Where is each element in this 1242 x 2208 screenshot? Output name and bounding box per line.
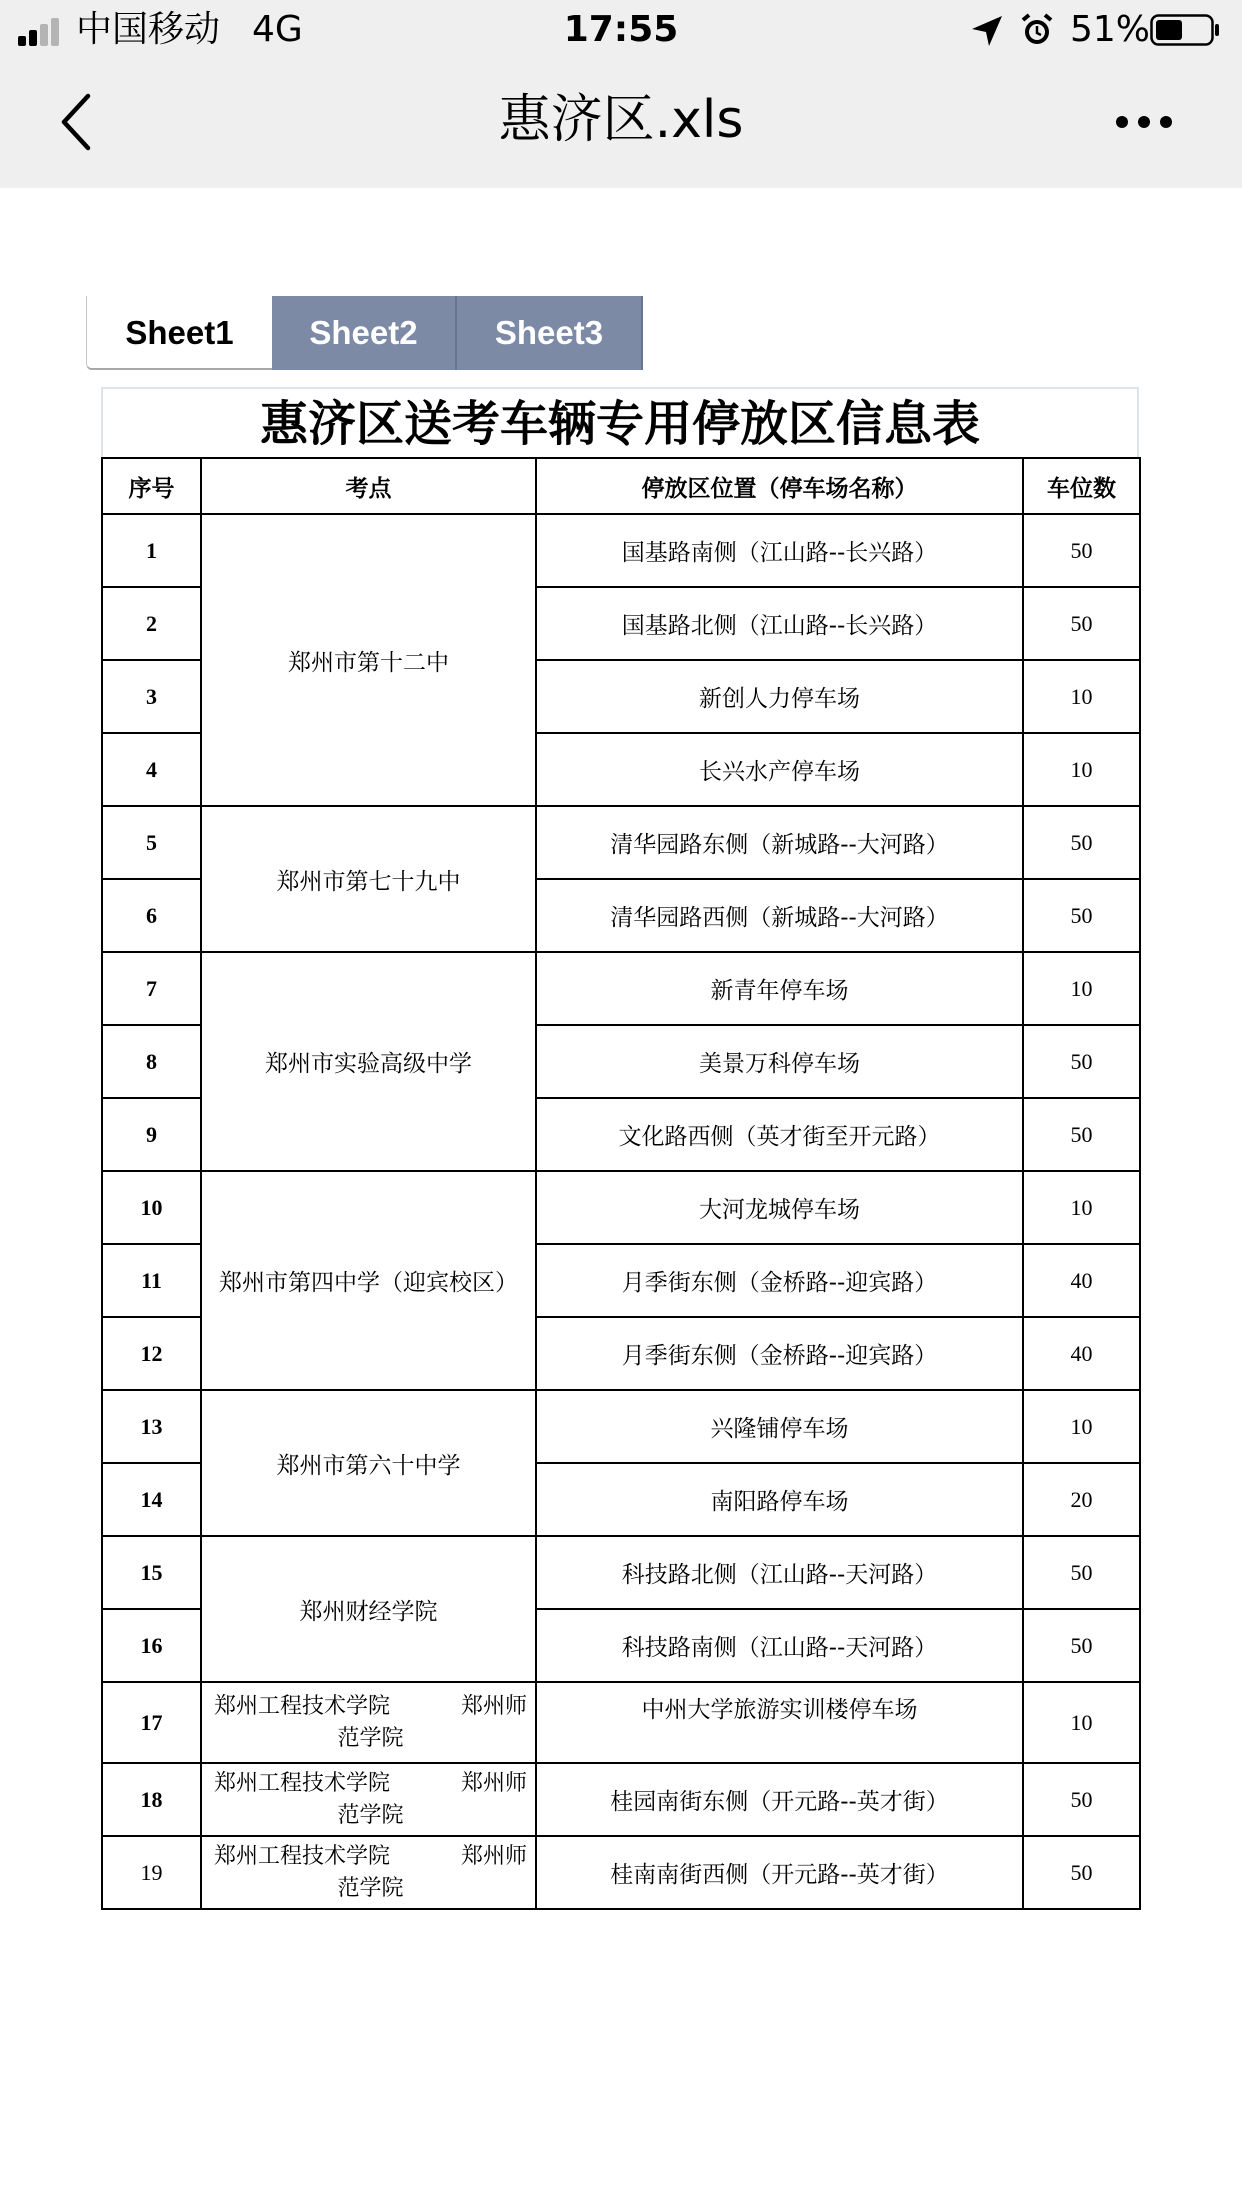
network-type: 4G [252,9,303,50]
parking-spaces: 50 [1023,1025,1140,1098]
table-body [102,514,1140,1909]
parking-location: 国基路南侧（江山路--长兴路） [536,514,1023,587]
row-number: 10 [102,1171,201,1244]
row-number: 2 [102,587,201,660]
row-number: 17 [102,1682,201,1763]
header-row [102,458,1140,514]
parking-spaces: 10 [1023,1171,1140,1244]
nav-bar [0,62,1242,188]
parking-spaces: 10 [1023,733,1140,806]
location-arrow-icon [970,14,1004,48]
tab-sheet3[interactable]: Sheet3 [457,296,643,370]
parking-location: 月季街东侧（金桥路--迎宾路） [536,1244,1023,1317]
parking-location: 文化路西侧（英才街至开元路） [536,1098,1023,1171]
table-row [102,1763,1140,1836]
parking-spaces: 10 [1023,660,1140,733]
parking-location: 美景万科停车场 [536,1025,1023,1098]
parking-spaces: 50 [1023,1609,1140,1682]
parking-location: 月季街东侧（金桥路--迎宾路） [536,1317,1023,1390]
tab-sheet1[interactable]: Sheet1 [86,296,272,370]
table-row [102,1682,1140,1763]
file-title: 惠济区.xls [498,90,744,150]
parking-spaces: 10 [1023,1682,1140,1763]
more-icon[interactable] [1114,110,1174,134]
table-row [102,1171,1140,1244]
alarm-icon [1019,12,1055,48]
row-number: 8 [102,1025,201,1098]
exam-site [201,1836,536,1909]
col-header-site: 考点 [201,458,536,514]
exam-site: 郑州市第四中学（迎宾校区） [201,1171,536,1390]
table-row [102,952,1140,1025]
exam-site-part: 郑州工程技术学院 [214,1770,391,1796]
col-header-spaces: 车位数 [1023,458,1140,514]
parking-table [101,457,1141,1910]
table-row [102,1536,1140,1609]
parking-location: 长兴水产停车场 [536,733,1023,806]
exam-site-part: 范学院 [337,1802,404,1828]
parking-location: 南阳路停车场 [536,1463,1023,1536]
row-number: 16 [102,1609,201,1682]
parking-location: 兴隆铺停车场 [536,1390,1023,1463]
row-number: 18 [102,1763,201,1836]
exam-site [201,1763,536,1836]
parking-location: 新青年停车场 [536,952,1023,1025]
top-bar [0,0,1242,188]
table-row [102,806,1140,879]
parking-spaces: 50 [1023,587,1140,660]
parking-spaces: 50 [1023,1098,1140,1171]
parking-spaces: 20 [1023,1463,1140,1536]
exam-site-part: 范学院 [337,1875,404,1901]
parking-location: 大河龙城停车场 [536,1171,1023,1244]
exam-site-part: 郑州师 [460,1693,527,1719]
parking-spaces: 50 [1023,1836,1140,1909]
exam-site-part: 郑州工程技术学院 [214,1843,391,1869]
parking-location: 国基路北侧（江山路--长兴路） [536,587,1023,660]
row-number: 1 [102,514,201,587]
parking-location: 桂南南街西侧（开元路--英才街） [536,1836,1023,1909]
parking-spaces: 40 [1023,1317,1140,1390]
parking-spaces: 40 [1023,1244,1140,1317]
col-header-location: 停放区位置（停车场名称） [536,458,1023,514]
spreadsheet [101,387,1139,1910]
col-header-no: 序号 [102,458,201,514]
parking-location: 中州大学旅游实训楼停车场 [536,1682,1023,1763]
row-number: 7 [102,952,201,1025]
carrier-name: 中国移动 [76,9,221,50]
parking-spaces: 10 [1023,952,1140,1025]
exam-site: 郑州市第十二中 [201,514,536,806]
row-number: 3 [102,660,201,733]
row-number: 15 [102,1536,201,1609]
parking-spaces: 50 [1023,1536,1140,1609]
parking-spaces: 50 [1023,879,1140,952]
parking-location: 科技路北侧（江山路--天河路） [536,1536,1023,1609]
table-row [102,1836,1140,1909]
table-row [102,1390,1140,1463]
row-number: 9 [102,1098,201,1171]
sheet-title: 惠济区送考车辆专用停放区信息表 [101,387,1139,457]
parking-spaces: 50 [1023,1763,1140,1836]
status-time: 17:55 [563,9,679,50]
parking-spaces: 10 [1023,1390,1140,1463]
exam-site: 郑州市第六十中学 [201,1390,536,1536]
exam-site-part: 郑州师 [460,1770,527,1796]
row-number: 11 [102,1244,201,1317]
row-number: 13 [102,1390,201,1463]
exam-site-part: 范学院 [337,1725,404,1751]
row-number: 5 [102,806,201,879]
parking-spaces: 50 [1023,514,1140,587]
exam-site: 郑州市实验高级中学 [201,952,536,1171]
exam-site-part: 郑州工程技术学院 [214,1693,391,1719]
battery-icon [1150,14,1220,46]
battery-percent: 51% [1070,9,1151,50]
parking-location: 科技路南侧（江山路--天河路） [536,1609,1023,1682]
parking-location: 新创人力停车场 [536,660,1023,733]
parking-location: 清华园路西侧（新城路--大河路） [536,879,1023,952]
exam-site: 郑州市第七十九中 [201,806,536,952]
row-number: 6 [102,879,201,952]
tab-sheet2[interactable]: Sheet2 [272,296,457,370]
row-number: 4 [102,733,201,806]
parking-location: 桂园南街东侧（开元路--英才街） [536,1763,1023,1836]
parking-location: 清华园路东侧（新城路--大河路） [536,806,1023,879]
parking-spaces: 50 [1023,806,1140,879]
table-row [102,514,1140,587]
exam-site: 郑州财经学院 [201,1536,536,1682]
exam-site-part: 郑州师 [460,1843,527,1869]
status-bar [0,0,1242,62]
row-number: 19 [102,1836,201,1909]
exam-site [201,1682,536,1763]
row-number: 12 [102,1317,201,1390]
row-number: 14 [102,1463,201,1536]
